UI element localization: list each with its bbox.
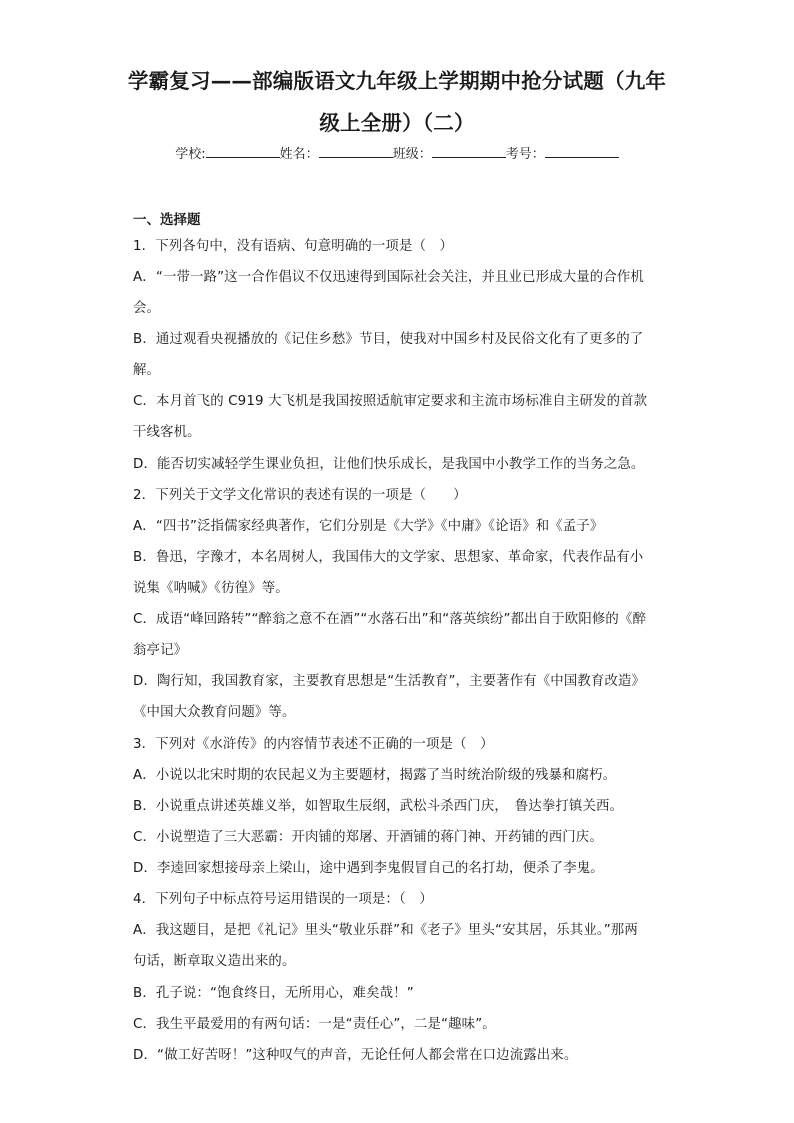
question-3-option-d: D．李逵回家想接母亲上梁山，途中遇到李鬼假冒自己的名打劫，便杀了李鬼。	[133, 861, 604, 876]
question-4-option-d: D．“做工好苦呀！”这种叹气的声音，无论任何人都会常在口边流露出来。	[133, 1048, 578, 1063]
question-1-stem: 1．下列各句中，没有语病、句意明确的一项是（ ）	[133, 239, 454, 254]
question-4-stem: 4．下列句子中标点符号运用错误的一项是：（ ）	[133, 892, 433, 907]
question-2-option-d-cont: 《中国大众教育问题》等。	[133, 705, 296, 720]
question-1-option-c: C．本月首飞的 C919 大飞机是我国按照适航审定要求和主流市场标准自主研发的首款	[133, 394, 648, 409]
question-4-option-b: B．孔子说：“饱食终日，无所用心，难矣哉！”	[133, 986, 414, 1001]
exam-title-line-1: 学霸复习——部编版语文九年级上学期期中抢分试题（九年	[127, 69, 667, 93]
name-blank	[319, 146, 393, 158]
question-4-option-a-cont: 句话，断章取义造出来的。	[133, 954, 296, 969]
question-2-option-b-cont: 说集《呐喊》《彷徨》等。	[133, 581, 289, 596]
question-4-option-a: A．我这题目，是把《礼记》里头“敬业乐群”和《老子》里头“安其居，乐其业。”那两	[133, 923, 638, 938]
number-blank	[545, 146, 619, 158]
question-3-stem: 3．下列对《水浒传》的内容情节表述不正确的一项是（ ）	[133, 737, 494, 752]
question-3-option-a: A．小说以北宋时期的农民起义为主要题材，揭露了当时统治阶级的残暴和腐朽。	[133, 768, 617, 783]
question-2-option-b: B．鲁迅，字豫才，本名周树人，我国伟大的文学家、思想家、革命家，代表作品有小	[133, 550, 644, 565]
exam-title-line-2: 级上全册）（二）	[319, 111, 475, 135]
question-3-option-b: B．小说重点讲述英雄义举，如智取生辰纲，武松斗杀西门庆， 鲁达拳打镇关西。	[133, 799, 624, 814]
question-1-option-b: B．通过观看央视播放的《记住乡愁》节目，使我对中国乡村及民俗文化有了更多的了	[133, 332, 644, 347]
question-2-option-d: D．陶行知，我国教育家，主要教育思想是“生活教育”，主要著作有《中国教育改造》	[133, 674, 646, 689]
question-1-option-b-cont: 解。	[133, 363, 161, 378]
class-blank	[432, 146, 506, 158]
question-1-option-c-cont: 干线客机。	[133, 425, 201, 440]
question-1-option-d: D．能否切实减轻学生课业负担，让他们快乐成长，是我国中小教学工作的当务之急。	[133, 457, 645, 472]
section-heading: 一、选择题	[133, 212, 201, 228]
question-4-option-c: C．我生平最爱用的有两句话：一是“责任心”，二是“趣味”。	[133, 1017, 496, 1032]
school-blank	[206, 146, 280, 158]
question-1-option-a: A．“一带一路”这一合作倡议不仅迅速得到国际社会关注，并且业已形成大量的合作机	[133, 270, 644, 285]
class-label: 班级：	[392, 147, 432, 162]
school-label: 学校:	[175, 147, 206, 162]
question-1-option-a-cont: 会。	[133, 301, 161, 316]
question-2-option-a: A．“四书”泛指儒家经典著作，它们分别是《大学》《中庸》《论语》和《孟子》	[133, 519, 604, 534]
question-2-option-c: C．成语“峰回路转”“醉翁之意不在酒”“水落石出”和“落英缤纷”都出自于欧阳修的《醉	[133, 612, 647, 627]
question-2-option-c-cont: 翁亭记》	[133, 643, 188, 658]
question-3-option-c: C．小说塑造了三大恶霸：开肉铺的郑屠、开酒铺的蒋门神、开药铺的西门庆。	[133, 830, 603, 845]
student-info-row	[0, 143, 794, 162]
number-label: 考号：	[505, 147, 545, 162]
name-label: 姓名：	[279, 147, 319, 162]
question-2-stem: 2．下列关于文学文化常识的表述有误的一项是（ ）	[133, 488, 467, 503]
